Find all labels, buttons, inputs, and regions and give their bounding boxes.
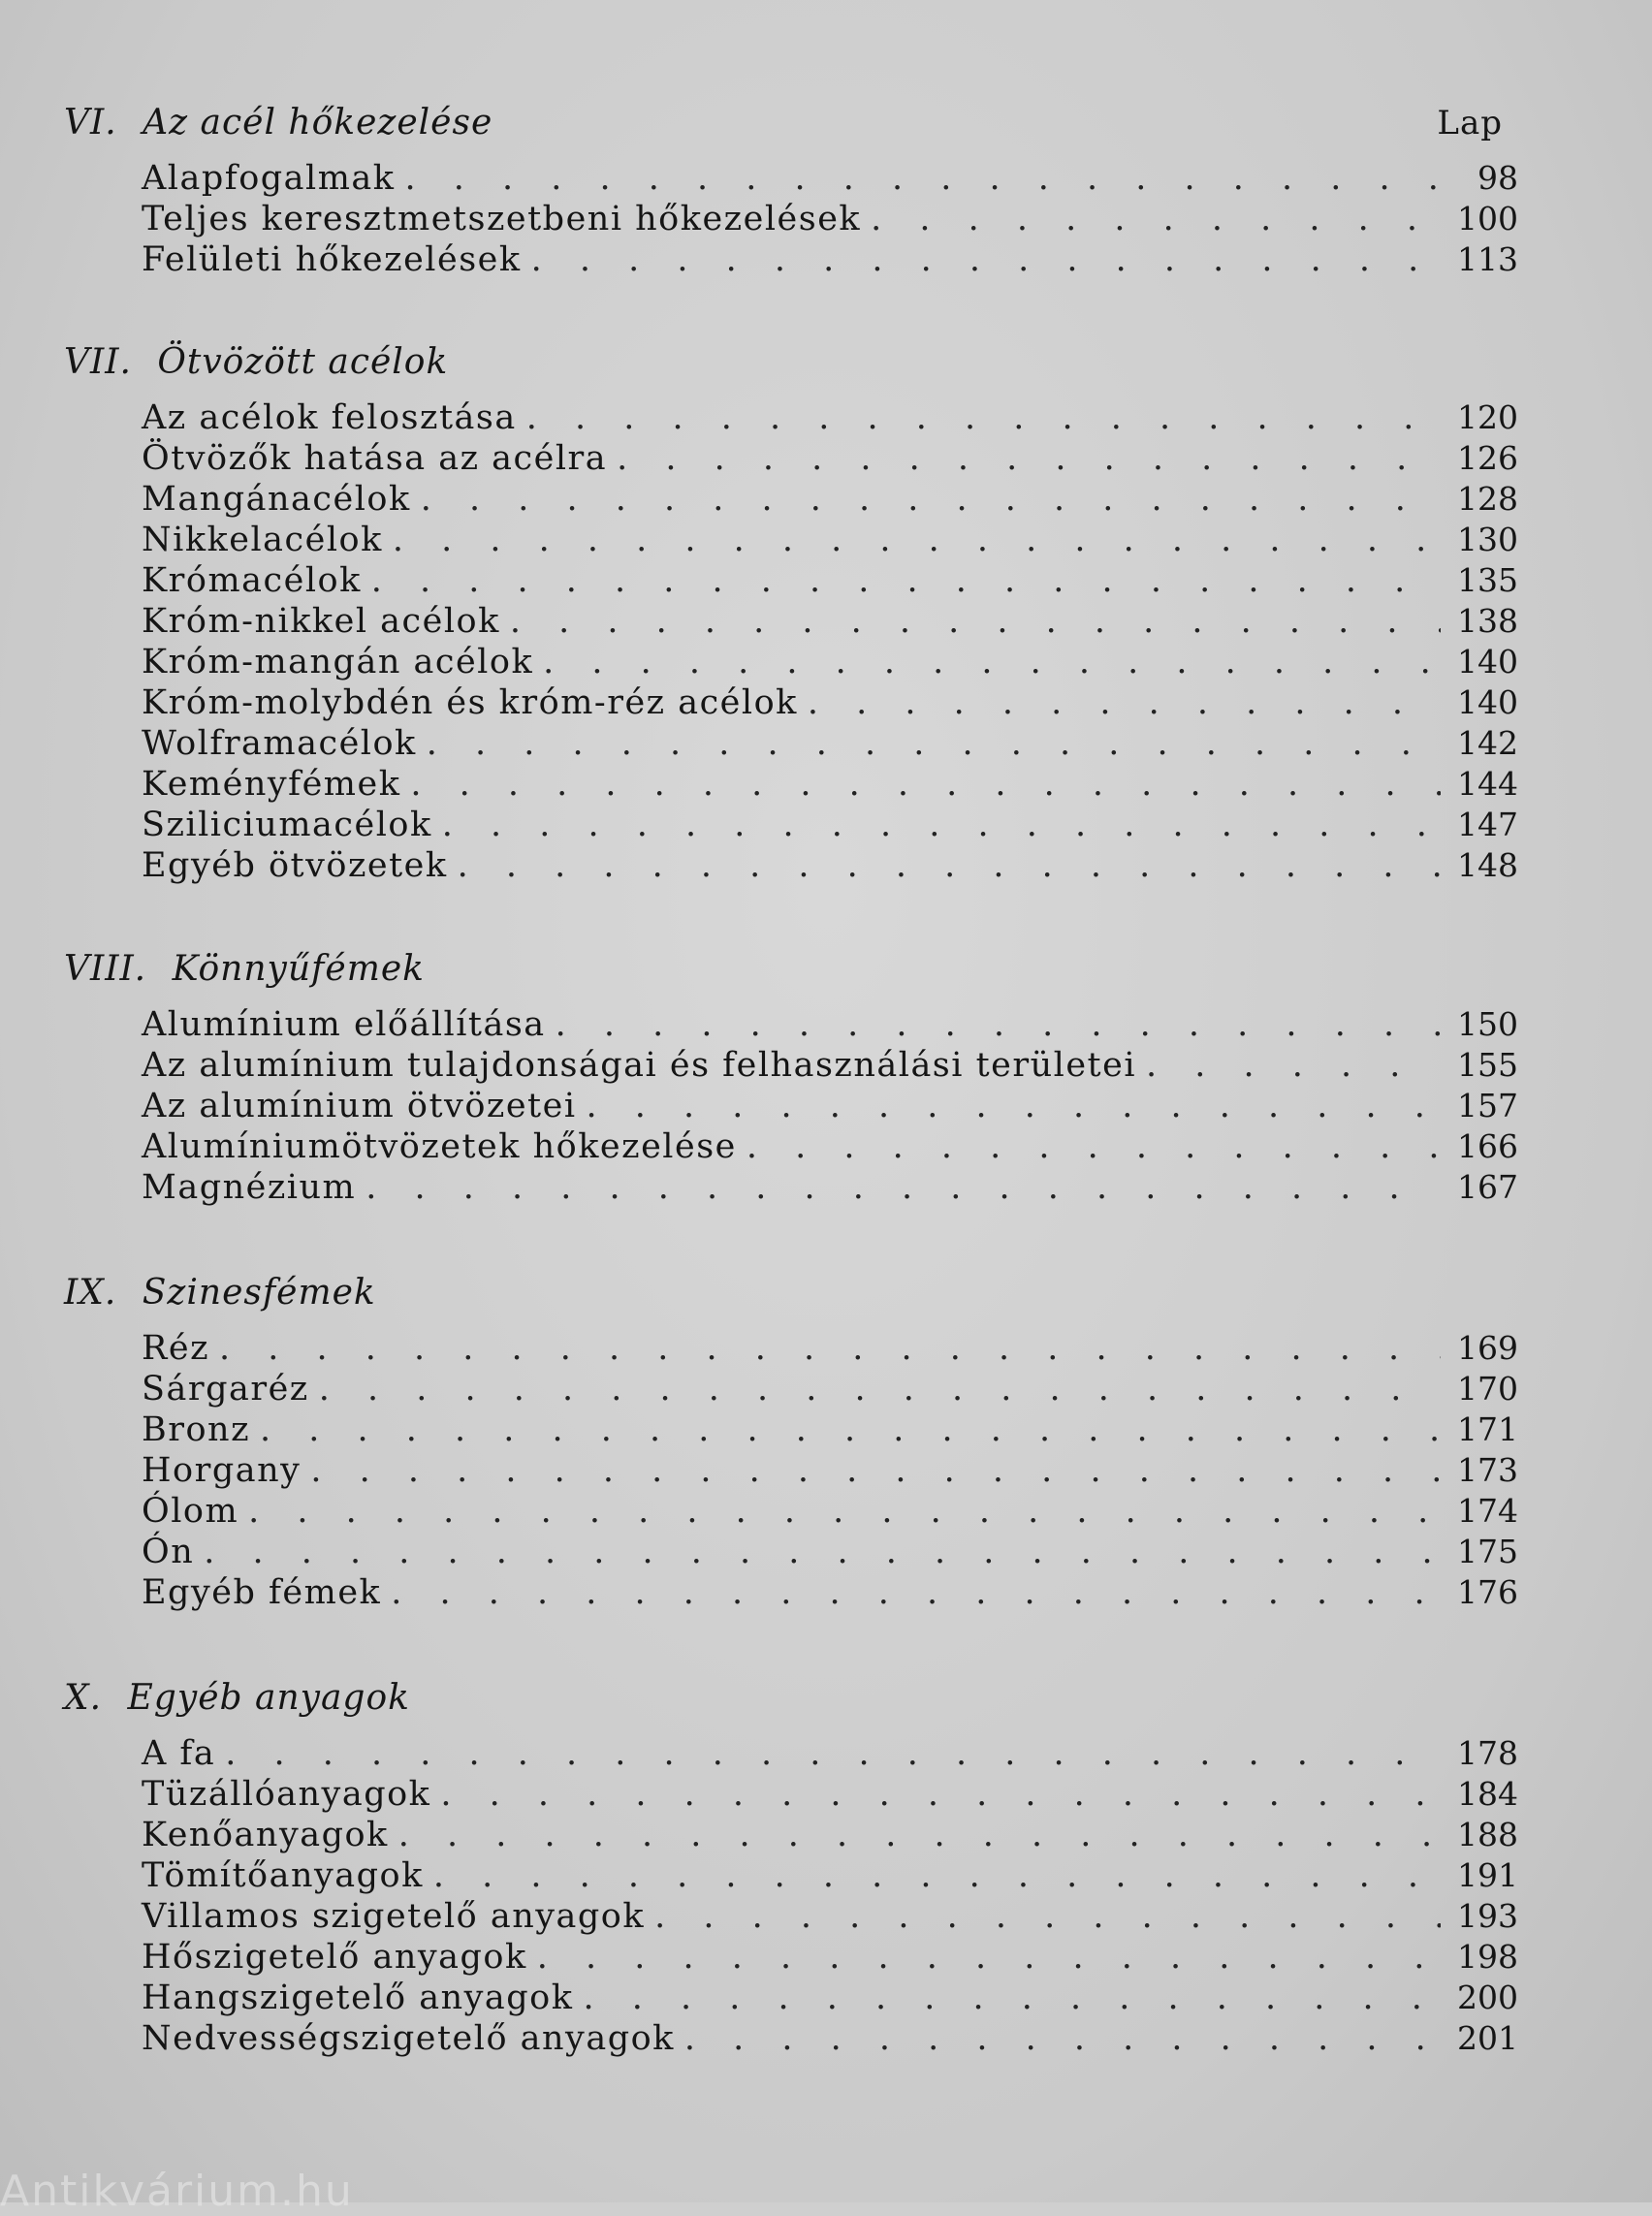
entry-title: A fa <box>142 1734 216 1773</box>
entry-page: 173 <box>1457 1451 1518 1489</box>
toc-entry <box>142 1004 1518 1045</box>
dot-leader <box>684 2018 1441 2059</box>
section-number: X. <box>64 1678 103 1718</box>
entry-title: Alumínium előállítása <box>142 1005 546 1044</box>
entry-title: Hangszigetelő anyagok <box>142 1979 574 2017</box>
dot-leader <box>310 1450 1441 1491</box>
entry-title: Az alumínium ötvözetei <box>142 1087 577 1125</box>
section-header <box>64 1675 1518 1722</box>
entry-page: 100 <box>1457 200 1518 237</box>
dot-leader <box>1146 1045 1441 1086</box>
entry-title: Króm-nikkel acélok <box>142 602 500 641</box>
toc-entry <box>142 1086 1518 1126</box>
entry-page: 155 <box>1457 1046 1518 1084</box>
entry-title: Réz <box>142 1329 210 1368</box>
entry-title: Egyéb ötvözetek <box>142 846 448 885</box>
entry-page: 147 <box>1457 806 1518 843</box>
entry-page: 140 <box>1457 683 1518 721</box>
section-number: VI. <box>64 103 117 142</box>
entry-page: 198 <box>1457 1938 1518 1976</box>
entry-page: 138 <box>1457 602 1518 640</box>
dot-leader <box>391 1572 1441 1613</box>
entry-page: 98 <box>1477 159 1518 197</box>
entry-page: 113 <box>1457 240 1518 278</box>
toc-entry <box>142 1126 1518 1167</box>
entry-list <box>142 1004 1518 1208</box>
entry-page: 201 <box>1457 2019 1518 2057</box>
entry-title: Wolframacélok <box>142 724 417 763</box>
section-vii <box>64 339 1518 886</box>
page-column-label: Lap <box>1437 104 1503 142</box>
section-viii <box>64 946 1518 1208</box>
section-title: Könnyűfémek <box>172 949 425 989</box>
toc-entry <box>142 199 1518 239</box>
toc-entry <box>142 1045 1518 1086</box>
toc-entry <box>142 1450 1518 1491</box>
toc-entry <box>142 1896 1518 1937</box>
entry-title: Ötvözők hatása az acélra <box>142 439 608 478</box>
dot-leader <box>440 1774 1441 1815</box>
entry-title: Sziliciumacélok <box>142 806 432 844</box>
dot-leader <box>747 1126 1441 1167</box>
entry-title: Az alumínium tulajdonságai és felhasználási területei <box>142 1046 1137 1085</box>
entry-title: Ón <box>142 1533 195 1571</box>
toc-entry <box>142 438 1518 479</box>
entry-page: 200 <box>1457 1979 1518 2016</box>
dot-leader <box>398 1815 1441 1855</box>
entry-title: Krómacélok <box>142 561 362 600</box>
entry-page: 176 <box>1457 1573 1518 1611</box>
toc-entry <box>142 1572 1518 1613</box>
dot-leader <box>537 1937 1441 1978</box>
entry-page: 175 <box>1457 1533 1518 1570</box>
watermark: Antikvárium.hu <box>0 2167 354 2216</box>
entry-title: Ólom <box>142 1492 239 1531</box>
dot-leader <box>458 845 1441 886</box>
toc-entry <box>142 1855 1518 1896</box>
entry-page: 188 <box>1457 1816 1518 1853</box>
entry-page: 150 <box>1457 1005 1518 1043</box>
toc-entry <box>142 239 1518 280</box>
dot-leader <box>654 1896 1441 1937</box>
section-header <box>64 1270 1518 1316</box>
section-title: Szinesfémek <box>142 1273 376 1313</box>
toc-entry <box>142 1328 1518 1369</box>
entry-page: 144 <box>1457 765 1518 803</box>
toc-entry <box>142 560 1518 601</box>
entry-title: Hőszigetelő anyagok <box>142 1938 527 1977</box>
dot-leader <box>556 1004 1441 1045</box>
toc-entry <box>142 764 1518 805</box>
toc-entry <box>142 845 1518 886</box>
section-number: VIII. <box>64 949 147 989</box>
dot-leader <box>543 642 1441 682</box>
entry-title: Nedvességszigetelő anyagok <box>142 2019 675 2058</box>
section-header <box>64 100 1518 146</box>
dot-leader <box>433 1855 1441 1896</box>
entry-list <box>142 397 1518 886</box>
entry-title: Keményfémek <box>142 765 401 804</box>
dot-leader <box>393 520 1441 560</box>
entry-title: Króm-mangán acélok <box>142 643 534 681</box>
dot-leader <box>442 805 1441 845</box>
dot-leader <box>526 397 1441 438</box>
entry-list <box>142 158 1518 280</box>
dot-leader <box>225 1733 1441 1774</box>
section-title: Az acél hőkezelése <box>143 103 493 142</box>
entry-page: 140 <box>1457 643 1518 681</box>
toc-entry <box>142 1167 1518 1208</box>
toc-entry <box>142 682 1518 723</box>
dot-leader <box>410 764 1441 805</box>
entry-list <box>142 1733 1518 2059</box>
dot-leader <box>204 1532 1441 1572</box>
toc-entry <box>142 1937 1518 1978</box>
entry-page: 178 <box>1457 1734 1518 1772</box>
entry-title: Egyéb fémek <box>142 1573 382 1612</box>
dot-leader <box>617 438 1441 479</box>
toc-entry <box>142 1369 1518 1409</box>
toc-entry <box>142 1532 1518 1572</box>
section-title: Egyéb anyagok <box>127 1678 410 1718</box>
entry-title: Magnézium <box>142 1168 357 1207</box>
toc-entry <box>142 1774 1518 1815</box>
section-title: Ötvözött acélok <box>157 342 449 382</box>
toc-entry <box>142 2018 1518 2059</box>
toc-entry <box>142 723 1518 764</box>
entry-title: Kenőanyagok <box>142 1816 389 1854</box>
section-ix <box>64 1270 1518 1613</box>
section-header <box>64 946 1518 993</box>
entry-page: 130 <box>1457 521 1518 558</box>
dot-leader <box>319 1369 1441 1409</box>
toc-entry <box>142 397 1518 438</box>
entry-list <box>142 1328 1518 1613</box>
dot-leader <box>587 1086 1441 1126</box>
entry-title: Teljes keresztmetszetbeni hőkezelések <box>142 200 862 238</box>
dot-leader <box>371 560 1441 601</box>
entry-page: 170 <box>1457 1370 1518 1408</box>
entry-title: Horgany <box>142 1451 302 1490</box>
entry-page: 167 <box>1457 1168 1518 1206</box>
entry-title: Alumíniumötvözetek hőkezelése <box>142 1127 737 1166</box>
toc-entry <box>142 1733 1518 1774</box>
dot-leader <box>510 601 1441 642</box>
entry-title: Bronz <box>142 1410 251 1449</box>
entry-page: 126 <box>1457 439 1518 477</box>
entry-page: 184 <box>1457 1775 1518 1813</box>
entry-title: Villamos szigetelő anyagok <box>142 1897 646 1936</box>
toc-entry <box>142 1978 1518 2018</box>
toc-entry <box>142 479 1518 520</box>
entry-page: 142 <box>1457 724 1518 762</box>
entry-title: Tüzállóanyagok <box>142 1775 431 1814</box>
entry-page: 148 <box>1457 846 1518 884</box>
entry-page: 193 <box>1457 1897 1518 1935</box>
toc-entry <box>142 1815 1518 1855</box>
toc-entry <box>142 1491 1518 1532</box>
dot-leader <box>248 1491 1441 1532</box>
toc-entry <box>142 805 1518 845</box>
entry-page: 157 <box>1457 1087 1518 1124</box>
dot-leader <box>365 1167 1441 1208</box>
dot-leader <box>427 723 1441 764</box>
section-number: VII. <box>64 342 132 382</box>
entry-page: 171 <box>1457 1410 1518 1448</box>
toc-entry <box>142 1409 1518 1450</box>
toc-entry <box>142 520 1518 560</box>
entry-page: 191 <box>1457 1856 1518 1894</box>
section-x <box>64 1675 1518 2059</box>
toc-entry <box>142 642 1518 682</box>
entry-title: Az acélok felosztása <box>142 398 517 437</box>
section-number: IX. <box>64 1273 117 1313</box>
dot-leader <box>219 1328 1441 1369</box>
toc-entry <box>142 601 1518 642</box>
toc-entry <box>142 158 1518 199</box>
entry-page: 128 <box>1457 480 1518 518</box>
dot-leader <box>421 479 1441 520</box>
dot-leader <box>405 158 1442 199</box>
entry-page: 120 <box>1457 398 1518 436</box>
entry-title: Felületi hőkezelések <box>142 240 522 279</box>
dot-leader <box>808 682 1441 723</box>
entry-page: 135 <box>1457 561 1518 599</box>
dot-leader <box>871 199 1441 239</box>
entry-page: 169 <box>1457 1329 1518 1367</box>
entry-page: 174 <box>1457 1492 1518 1530</box>
section-header <box>64 339 1518 386</box>
section-vi <box>64 100 1518 280</box>
entry-title: Mangánacélok <box>142 480 411 519</box>
dot-leader <box>583 1978 1441 2018</box>
entry-title: Króm-molybdén és króm-réz acélok <box>142 683 798 722</box>
dot-leader <box>260 1409 1441 1450</box>
dot-leader <box>531 239 1441 280</box>
entry-title: Alapfogalmak <box>142 159 396 198</box>
entry-title: Tömítőanyagok <box>142 1856 424 1895</box>
entry-title: Nikkelacélok <box>142 521 383 559</box>
entry-page: 166 <box>1457 1127 1518 1165</box>
entry-title: Sárgaréz <box>142 1370 309 1409</box>
